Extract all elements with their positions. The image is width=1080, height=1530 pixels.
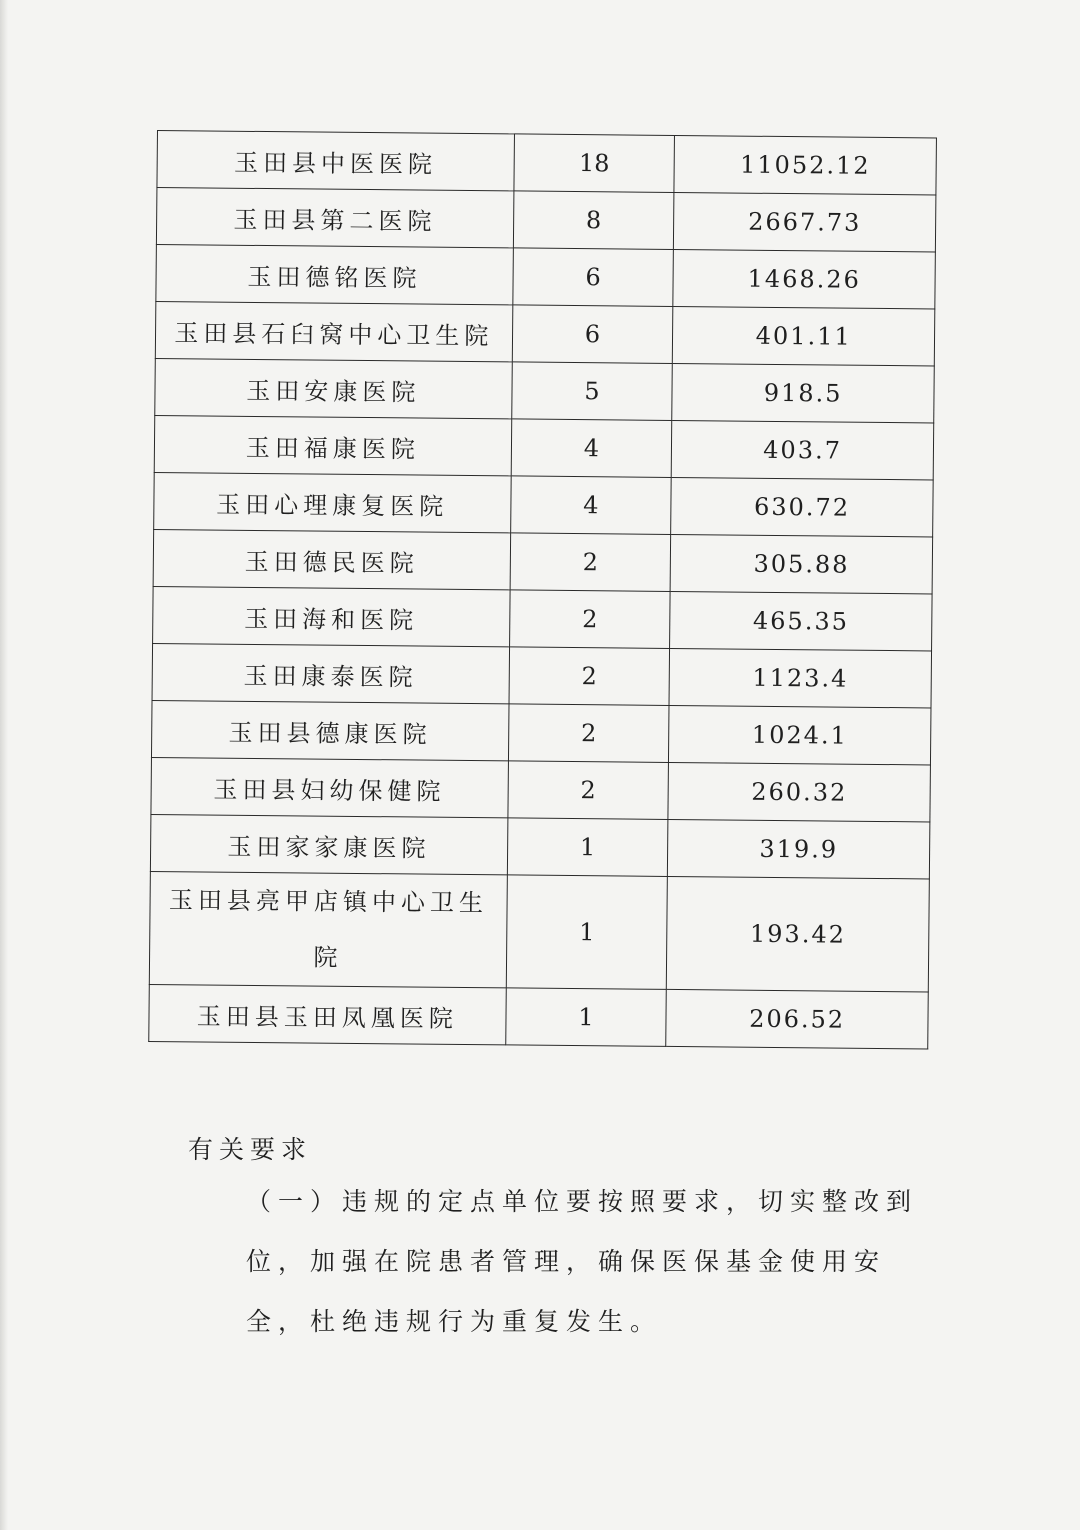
hospital-violation-table: [148, 130, 937, 1049]
table-row: [154, 472, 934, 536]
table-row: [156, 188, 936, 252]
table-row: [150, 814, 930, 878]
amount-cell: 918.5: [672, 363, 934, 423]
hospital-name-cell: 玉田康泰医院: [152, 643, 509, 703]
hospital-name-cell: 玉田德民医院: [153, 529, 510, 589]
violation-count-cell: 6: [512, 305, 673, 364]
hospital-name-cell: 玉田海和医院: [153, 586, 510, 646]
violation-count-cell: 5: [511, 362, 672, 421]
amount-cell: 11052.12: [674, 135, 936, 195]
table-row: [153, 586, 933, 650]
violation-count-cell: 4: [510, 476, 671, 535]
table-row: [156, 244, 936, 308]
table-row: [153, 529, 933, 593]
amount-cell: 1024.1: [669, 705, 931, 765]
table-row: [151, 757, 931, 821]
violation-count-cell: 2: [510, 533, 671, 592]
violation-count-cell: 1: [506, 875, 668, 990]
amount-cell: 319.9: [668, 819, 930, 879]
violation-count-cell: 8: [513, 191, 674, 250]
table-row: [155, 301, 935, 365]
hospital-name-cell: 玉田安康医院: [155, 358, 512, 418]
table-row: [154, 415, 934, 479]
table-row: [149, 984, 929, 1048]
amount-cell: 260.32: [668, 762, 930, 822]
table-row: [157, 131, 937, 195]
violation-count-cell: 6: [512, 248, 673, 307]
table-row: [152, 643, 932, 707]
amount-cell: 305.88: [670, 534, 932, 594]
amount-cell: 1468.26: [673, 249, 935, 309]
amount-cell: 630.72: [671, 477, 933, 537]
hospital-name-cell: 玉田县妇幼保健院: [151, 757, 508, 817]
amount-cell: 465.35: [670, 591, 932, 651]
table-row: [155, 358, 935, 422]
violation-count-cell: 18: [514, 134, 675, 193]
hospital-name-cell: 玉田心理康复医院: [154, 472, 511, 532]
table-row: [151, 700, 931, 764]
hospital-name-cell: 玉田县第二医院: [156, 188, 513, 248]
violation-count-cell: 1: [505, 988, 666, 1047]
violation-count-cell: 1: [507, 818, 668, 877]
amount-cell: 2667.73: [674, 192, 936, 252]
hospital-name-cell: 玉田家家康医院: [150, 814, 507, 874]
table-row: [149, 871, 929, 991]
amount-cell: 1123.4: [669, 648, 931, 708]
requirement-paragraph: （一）违规的定点单位要按照要求，切实整改到位，加强在院患者管理，确保医保基金使用安全，杜绝违规行为重复发生。: [246, 1187, 919, 1336]
hospital-name-cell: 玉田德铭医院: [156, 244, 513, 304]
amount-cell: 193.42: [667, 876, 930, 992]
hospital-name-text: 玉田县亮甲店镇中心卫生院: [168, 886, 489, 972]
violation-count-cell: 2: [508, 761, 669, 820]
hospital-name-cell: 玉田县中医医院: [157, 131, 514, 191]
hospital-name-cell: 玉田县德康医院: [151, 700, 508, 760]
hospital-name-cell: 玉田县石臼窝中心卫生院: [155, 301, 512, 361]
violation-count-cell: 4: [511, 419, 672, 478]
hospital-name-cell: [149, 871, 507, 987]
amount-cell: 206.52: [666, 989, 928, 1049]
page-edge-shadow: [0, 0, 8, 1530]
amount-cell: 401.11: [673, 306, 935, 366]
violation-count-cell: 2: [509, 647, 670, 706]
hospital-name-cell: 玉田县玉田凤凰医院: [149, 984, 506, 1044]
section-heading: 有关要求: [188, 1135, 313, 1164]
hospital-name-cell: 玉田福康医院: [154, 415, 511, 475]
violation-count-cell: 2: [508, 704, 669, 763]
violation-count-cell: 2: [509, 590, 670, 649]
amount-cell: 403.7: [671, 420, 933, 480]
